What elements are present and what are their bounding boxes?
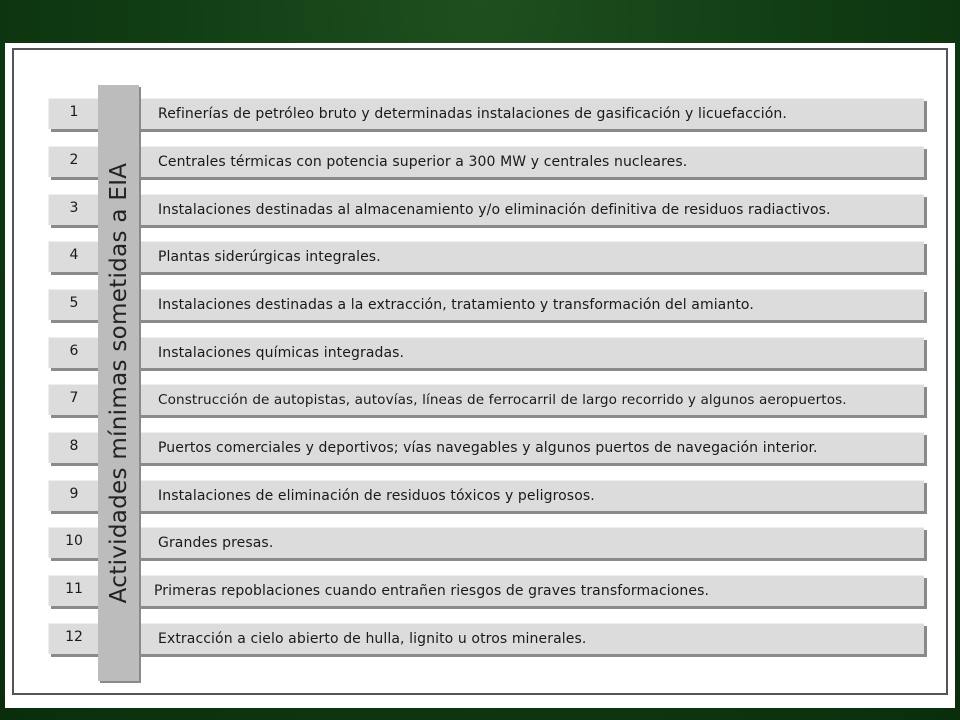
vertical-label-bar — [98, 85, 139, 681]
list-item-5 — [48, 289, 929, 323]
row-number: 2 — [69, 152, 79, 168]
row-text: Instalaciones químicas integradas. — [158, 345, 405, 361]
row-text: Centrales térmicas con potencia superior a 300 MW y centrales nucleares. — [158, 154, 688, 170]
list-item-7 — [48, 384, 929, 418]
list-item-2 — [48, 146, 929, 180]
row-number: 6 — [69, 343, 79, 359]
vertical-label: Actividades mínimas sometidas a EIA — [105, 162, 132, 604]
row-number: 12 — [65, 629, 83, 645]
list-item-3 — [48, 194, 929, 228]
list-item-4 — [48, 241, 929, 275]
row-number: 4 — [69, 247, 79, 263]
row-text: Grandes presas. — [158, 535, 274, 551]
row-text: Construcción de autopistas, autovías, líneas de ferrocarril de largo recorrido y algunos aeropuertos. — [158, 392, 847, 408]
list-item-10 — [48, 527, 929, 561]
table-frame — [12, 48, 948, 695]
list-item-8 — [48, 432, 929, 466]
row-text: Puertos comerciales y deportivos; vías navegables y algunos puertos de navegación interior. — [158, 440, 818, 456]
row-number: 10 — [65, 533, 83, 549]
list-item-6 — [48, 337, 929, 371]
list-item-12 — [48, 623, 929, 657]
row-number: 11 — [65, 581, 83, 597]
row-number: 3 — [69, 200, 79, 216]
row-text: Plantas siderúrgicas integrales. — [158, 249, 381, 265]
row-text: Instalaciones destinadas al almacenamiento y/o eliminación definitiva de residuos radiactivos. — [158, 202, 831, 218]
row-text: Instalaciones destinadas a la extracción, tratamiento y transformación del amianto. — [158, 297, 754, 313]
row-text: Instalaciones de eliminación de residuos tóxicos y peligrosos. — [158, 488, 595, 504]
row-number: 1 — [69, 104, 79, 120]
row-text: Extracción a cielo abierto de hulla, lignito u otros minerales. — [158, 631, 587, 647]
list-item-1 — [48, 98, 929, 132]
row-number: 5 — [69, 295, 79, 311]
slide — [5, 43, 955, 708]
row-number: 9 — [69, 486, 79, 502]
row-number: 7 — [69, 390, 79, 406]
row-text: Primeras repoblaciones cuando entrañen riesgos de graves transformaciones. — [154, 583, 710, 599]
row-text: Refinerías de petróleo bruto y determinadas instalaciones de gasificación y licuefacción. — [158, 106, 787, 122]
list-item-9 — [48, 480, 929, 514]
row-number: 8 — [69, 438, 79, 454]
list-item-11 — [48, 575, 929, 609]
